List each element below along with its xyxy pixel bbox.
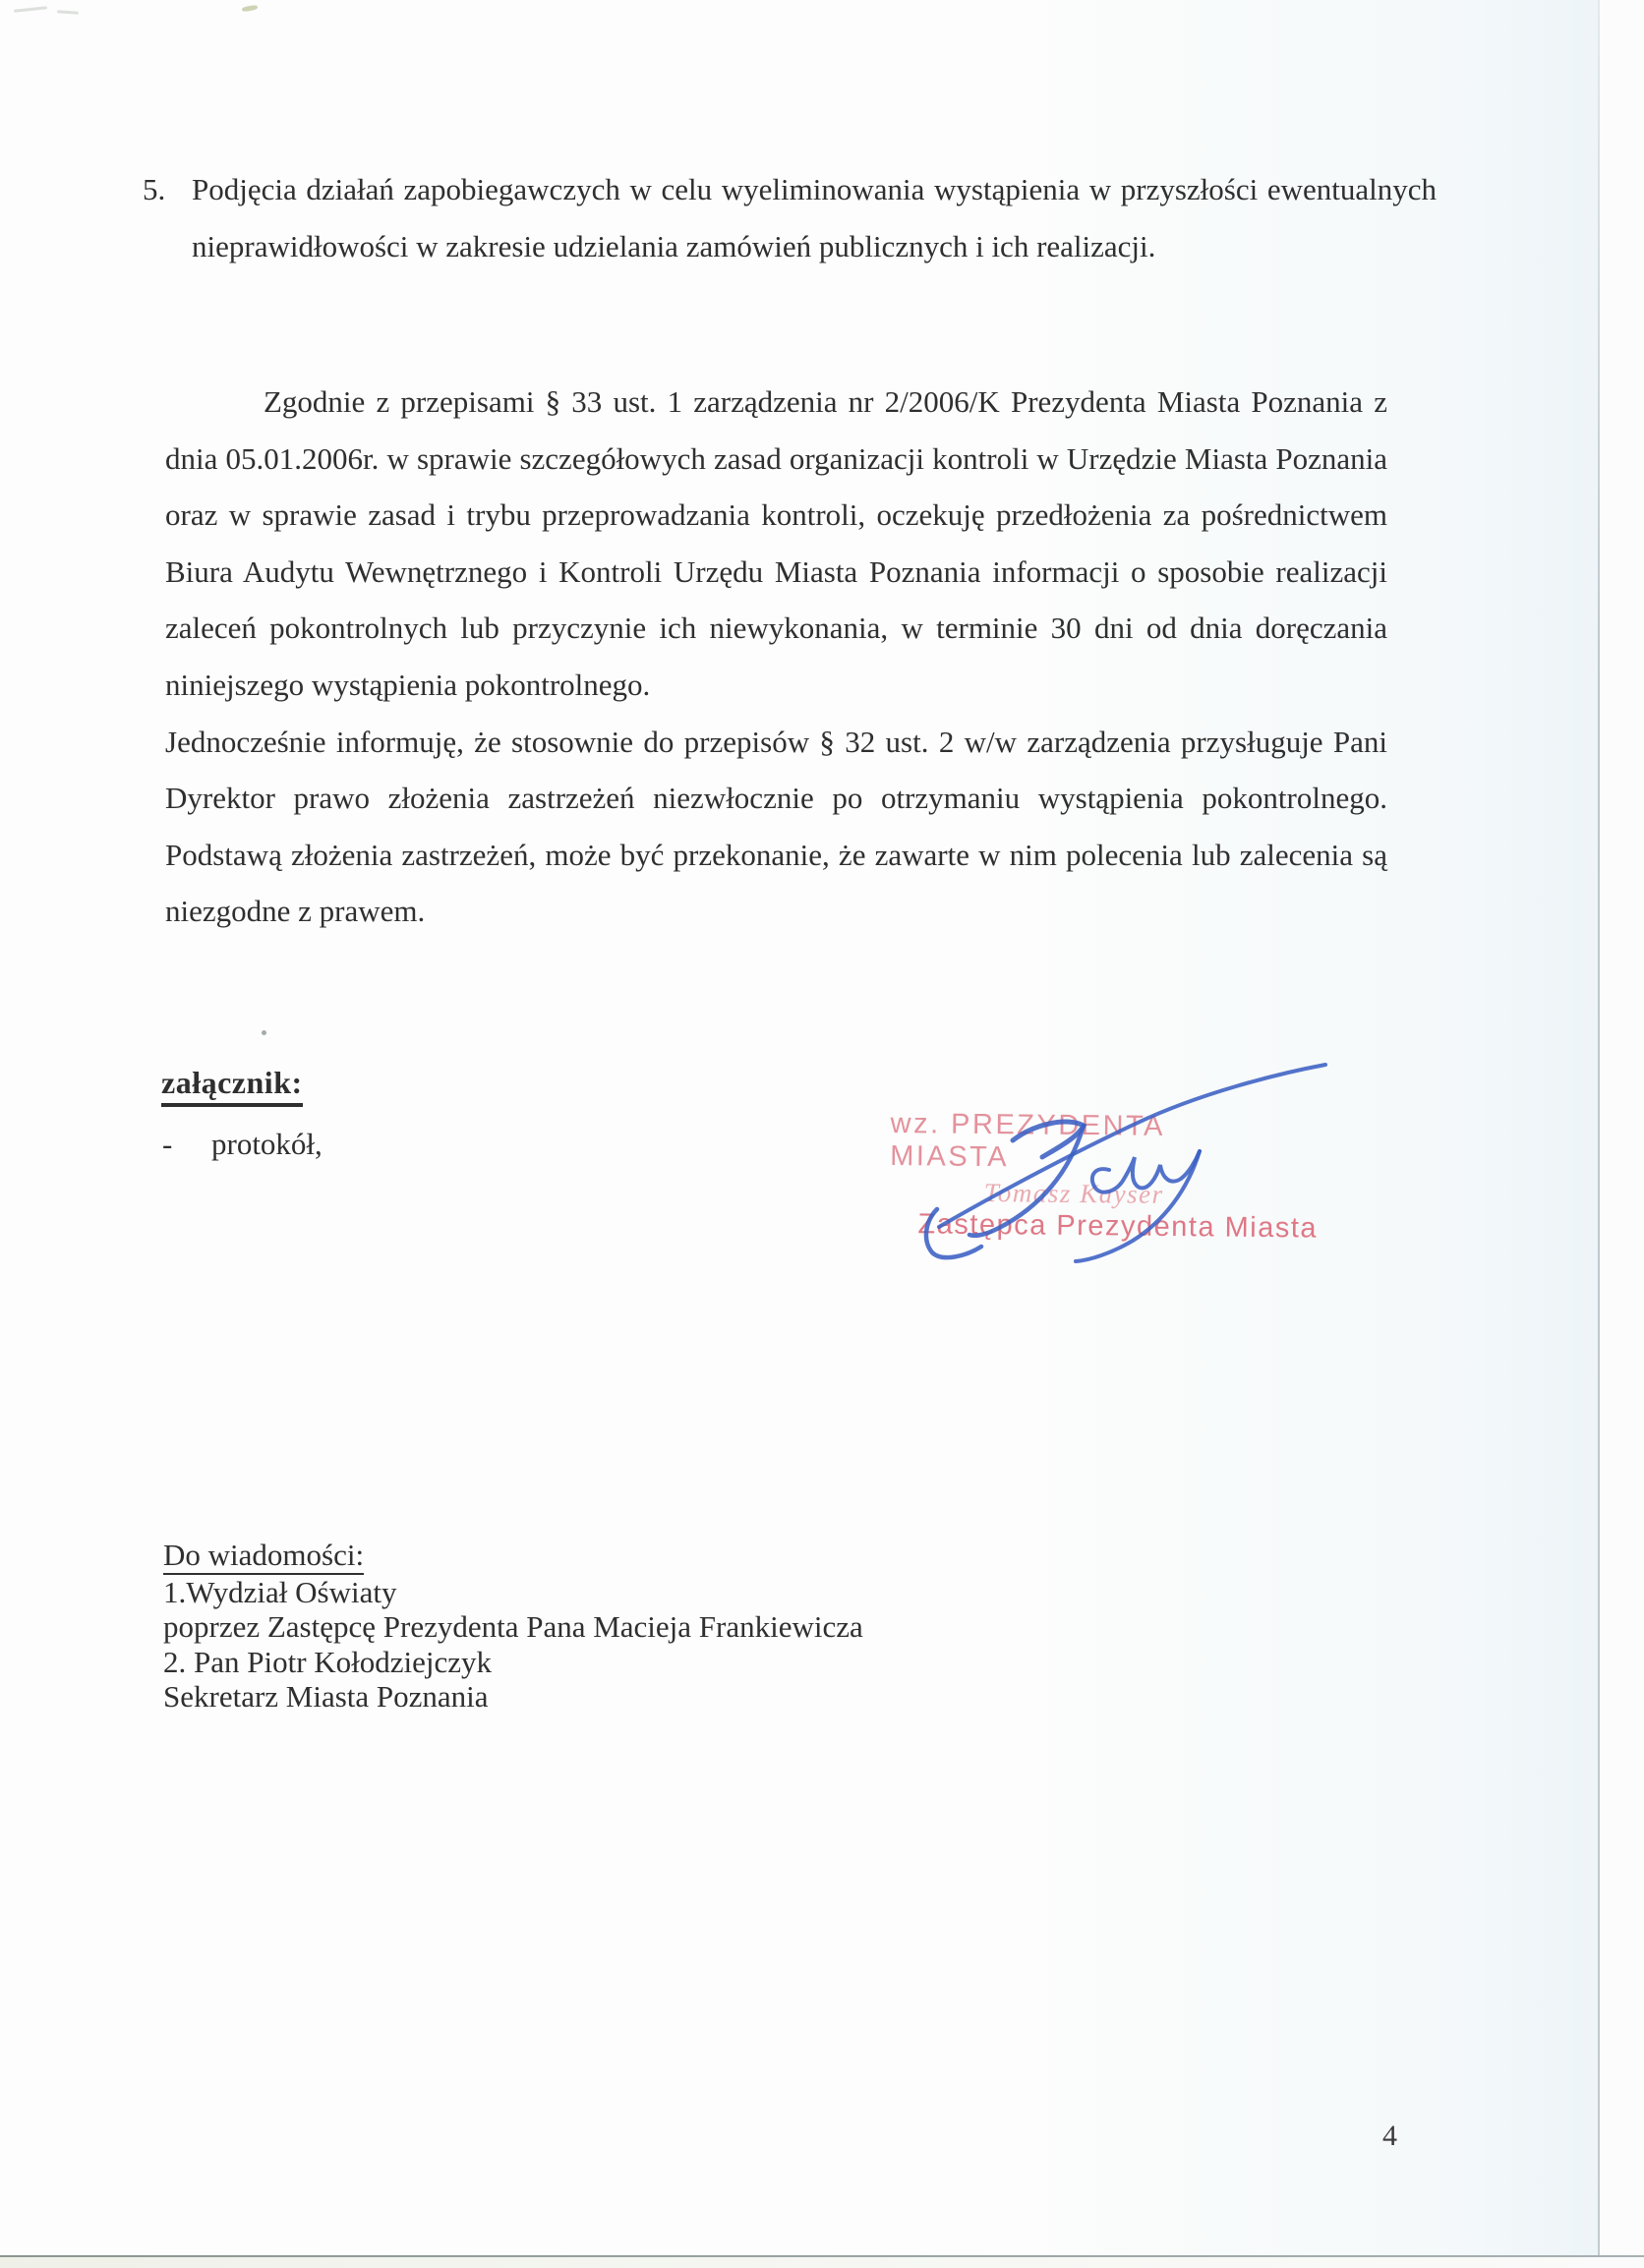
list-item-5 <box>143 161 1437 274</box>
scanner-background-bottom <box>0 2257 1644 2268</box>
scanner-background-right <box>1600 0 1644 2268</box>
stamp-signer-title: Zastępca Prezydenta Miasta <box>917 1208 1319 1245</box>
body-paragraph-1: Zgodnie z przepisami § 33 ust. 1 zarządzenia nr 2/2006/K Prezydenta Miasta Poznania z dnia 05.01.2006r. w sprawie szczegółowych zasad organizacji kontroli w Urzędzie Miasta Poznania oraz w sprawie zasad i trybu przeprowadzania kontroli, oczekuję przedłożenia za pośrednictwem Biura Audytu Wewnętrznego i Kontroli Urzędu Miasta Poznania informacji o sposobie realizacji zaleceń pokontrolnych lub przyczynie ich niewykonania, w terminie 30 dni od dnia doręczania niniejszego wystąpienia pokontrolnego. <box>165 384 1387 702</box>
attachment-dash: - <box>162 1127 173 1161</box>
distribution-line-4: Sekretarz Miasta Poznania <box>163 1678 489 1714</box>
scan-artifact-speck <box>242 5 259 13</box>
attachment-item-label: protokół, <box>211 1127 323 1161</box>
list-item-text: Podjęcia działań zapobiegawczych w celu wyeliminowania wystąpienia w przyszłości ewentualnych nieprawidłowości w zakresie udzielania zamówień publicznych i ich realizacji. <box>192 172 1437 263</box>
distribution-block <box>163 1538 863 1714</box>
stamp-on-behalf-line: wz. PREZYDENTA MIASTA <box>890 1108 1164 1174</box>
paper-right-edge <box>1598 0 1600 2268</box>
distribution-line-3: 2. Pan Piotr Kołodziejczyk <box>163 1644 493 1679</box>
handwritten-signature-ink <box>885 1022 1377 1347</box>
attachment-heading: załącznik: <box>161 1065 303 1107</box>
scan-artifact-mark <box>14 6 47 13</box>
distribution-heading: Do wiadomości: <box>163 1538 364 1575</box>
body-paragraph-2: Jednocześnie informuję, że stosownie do przepisów § 32 ust. 2 w/w zarządzenia przysługuje Pani Dyrektor prawo złożenia zastrzeżeń niezwłocznie po otrzymaniu wystąpienia pokontrolnego. Podstawą złożenia zastrzeżeń, może być przekonanie, że zawarte w nim polecenia lub zalecenia są niezgodne z prawem. <box>165 724 1387 929</box>
list-item-number: 5. <box>143 172 166 206</box>
signature-stroke-tail <box>1076 1151 1200 1261</box>
body-paragraphs <box>165 374 1387 940</box>
attachment-item-row <box>162 1127 323 1162</box>
signature-stroke-sweep <box>939 1065 1325 1227</box>
scan-artifact-dot <box>262 1030 266 1035</box>
distribution-line-1: 1.Wydział Oświaty <box>163 1575 397 1610</box>
distribution-line-2: poprzez Zastępcę Prezydenta Pana Macieja Frankiewicza <box>163 1609 863 1645</box>
stamp-signer-name: Tomasz Kayser <box>983 1178 1164 1209</box>
page-number: 4 <box>1382 2120 1397 2152</box>
scan-artifact-mark <box>57 10 79 15</box>
